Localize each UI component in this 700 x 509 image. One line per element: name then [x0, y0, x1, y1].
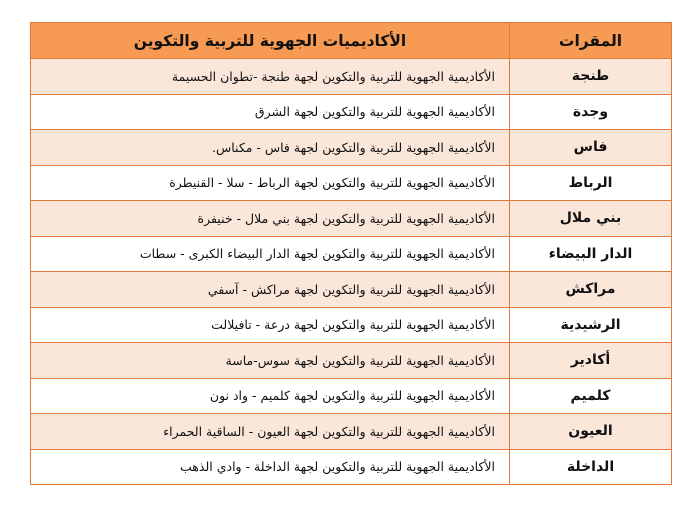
seat-cell: بني ملال — [510, 201, 672, 237]
seat-cell: فاس — [510, 130, 672, 166]
table-row — [31, 449, 672, 485]
academy-cell: الأكاديمية الجهوية للتربية والتكوين لجهة فاس - مكناس. — [31, 130, 510, 166]
seat-cell: مراكش — [510, 272, 672, 308]
table-row — [31, 130, 672, 166]
table-row — [31, 59, 672, 95]
table-row — [31, 307, 672, 343]
table-row — [31, 94, 672, 130]
academy-cell: الأكاديمية الجهوية للتربية والتكوين لجهة الرباط - سلا - القنيطرة — [31, 165, 510, 201]
academy-cell: الأكاديمية الجهوية للتربية والتكوين لجهة العيون - الساقية الحمراء — [31, 414, 510, 450]
academy-cell: الأكاديمية الجهوية للتربية والتكوين لجهة الداخلة - وادي الذهب — [31, 449, 510, 485]
table-body — [31, 59, 672, 485]
academy-cell: الأكاديمية الجهوية للتربية والتكوين لجهة سوس-ماسة — [31, 343, 510, 379]
seat-cell: العيون — [510, 414, 672, 450]
academy-cell: الأكاديمية الجهوية للتربية والتكوين لجهة كلميم - واد نون — [31, 378, 510, 414]
seat-cell: كلميم — [510, 378, 672, 414]
seat-cell: الدار البيضاء — [510, 236, 672, 272]
table-row — [31, 272, 672, 308]
table-row — [31, 236, 672, 272]
header-seat: المقرات — [510, 23, 672, 59]
academy-cell: الأكاديمية الجهوية للتربية والتكوين لجهة مراكش - آسفي — [31, 272, 510, 308]
academy-cell: الأكاديمية الجهوية للتربية والتكوين لجهة الشرق — [31, 94, 510, 130]
table-row — [31, 165, 672, 201]
academies-table — [30, 22, 672, 485]
table-row — [31, 201, 672, 237]
table-row — [31, 414, 672, 450]
academy-cell: الأكاديمية الجهوية للتربية والتكوين لجهة بني ملال - خنيفرة — [31, 201, 510, 237]
seat-cell: أكادير — [510, 343, 672, 379]
seat-cell: طنجة — [510, 59, 672, 95]
academy-cell: الأكاديمية الجهوية للتربية والتكوين لجهة الدار البيضاء الكبرى - سطات — [31, 236, 510, 272]
seat-cell: الرباط — [510, 165, 672, 201]
table-header — [31, 23, 672, 59]
seat-cell: الرشيدية — [510, 307, 672, 343]
academy-cell: الأكاديمية الجهوية للتربية والتكوين لجهة طنجة -تطوان الحسيمة — [31, 59, 510, 95]
seat-cell: الداخلة — [510, 449, 672, 485]
table-row — [31, 378, 672, 414]
table-row — [31, 343, 672, 379]
academy-cell: الأكاديمية الجهوية للتربية والتكوين لجهة درعة - تافيلالت — [31, 307, 510, 343]
seat-cell: وجدة — [510, 94, 672, 130]
header-row — [31, 23, 672, 59]
academies-table-container — [30, 22, 671, 483]
header-academy: الأكاديميات الجهوية للتربية والتكوين — [31, 23, 510, 59]
